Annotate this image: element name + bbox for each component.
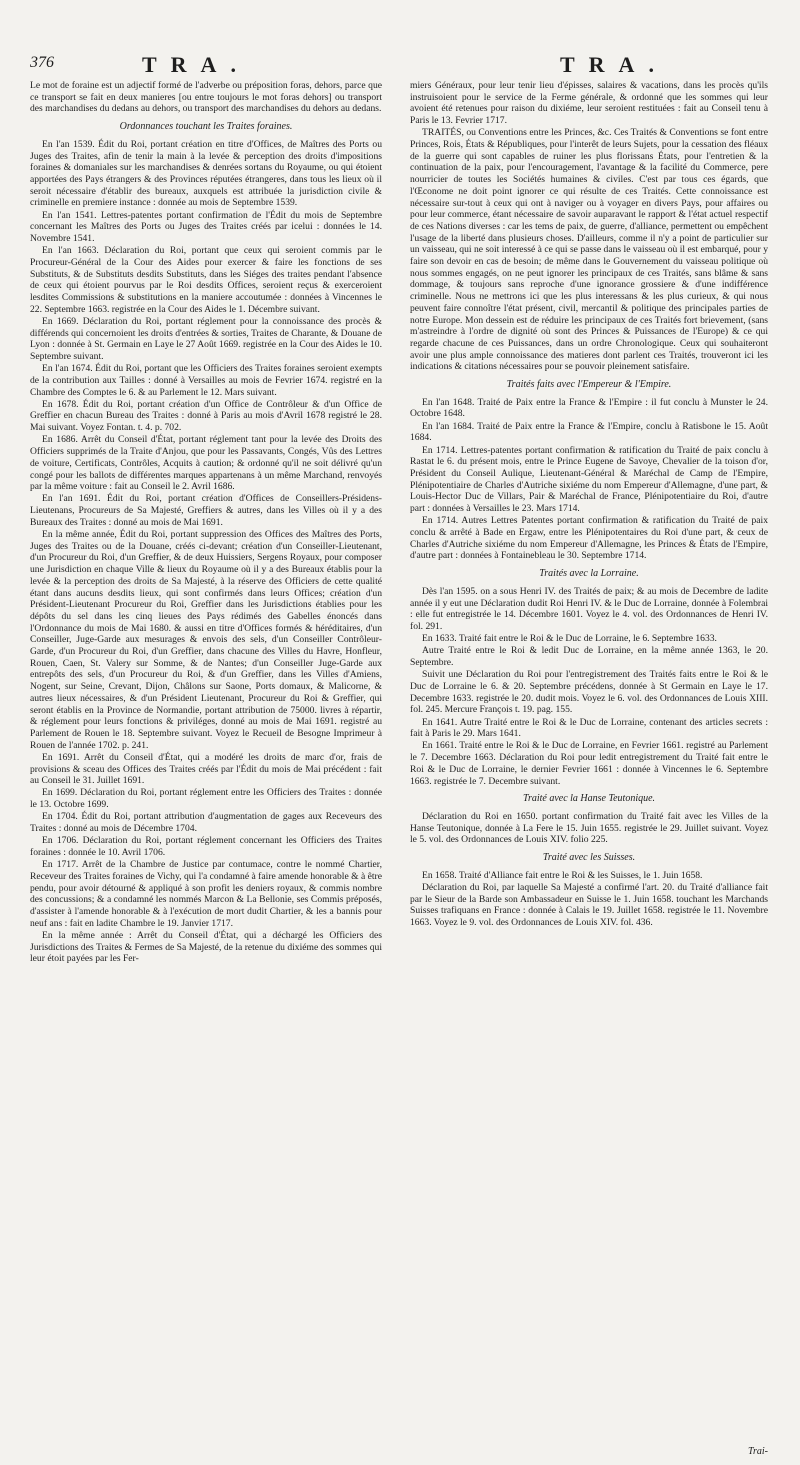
- section-heading: Traité avec la Hanse Teutonique.: [522, 793, 656, 805]
- right-column: [410, 80, 768, 929]
- section-heading: Traité avec les Suisses.: [542, 852, 636, 864]
- paragraph: En 1714. Lettres-patentes portant confirmation & ratification du Traité de paix conclu à Rastat le 6. du présent mois, entre le Prince Eugene de Savoye, Chevalier de la toison d'or, Président du Conseil Aulique, Lieutenant-Général & Maréchal de Camp de l'Empire, Plénipotentiaire de Charles d'Autriche sixiéme du nom Empereur d'Allemagne, d'une part, & Louis-Hector Duc de Villars, Pair & Maréchal de France, Plénipotentiaire du Roi, d'autre part : données à Versailles le 23. Mars 1714.: [410, 444, 768, 515]
- paragraph: En 1706. Déclaration du Roi, portant réglement concernant les Officiers des Traites foraines : donnée le 10. Avril 1706.: [30, 835, 382, 858]
- paragraph: En la même année : Arrêt du Conseil d'État, qui a déchargé les Officiers des Jurisdictions des Traites & Fermes de Sa Majesté, de la retenue du dixiéme des sommes qui leur étoit payées par les Fer-: [30, 929, 382, 965]
- paragraph: Le mot de foraine est un adjectif formé de l'adverbe ou préposition foras, dehors, parce que ce transport se fait en deux manieres [ou entre toujours le mot foras dehors] ou transport des marchandises du dedans au dehors, ou transport des marchandises du dehors au dedans.: [30, 80, 382, 115]
- paragraph: miers Généraux, pour leur tenir lieu d'épisses, salaires & vacations, dans les procès qu'ils instruisoient pour le service de la Ferme générale, & ordonné que les sommes qui leur avoient été retenues pour raison du dixiéme, leur seroient restituées : fait au Conseil tenu à Paris le 13. Fevrier 1717.: [410, 80, 768, 127]
- paragraph: En 1699. Déclaration du Roi, portant réglement entre les Officiers des Traites : donnée le 13. Octobre 1699.: [30, 787, 382, 811]
- paragraph: En l'an 1539. Édit du Roi, portant création en titre d'Offices, de Maîtres des Ports ou Juges des Traites, afin de tenir la main à la levée & perception des droits d'impositions foraines & domaniales sur les marchandises & denrées sortans du Royaume, ou qui étoient apportées des Pays étrangers & des Provinces réputées étrangeres, dans tous les lieux où il seroit nécessaire d'établir des bureaux, auxquels est attribuée la jurisdiction civile & criminelle en premiere instance : donnée au mois de Septembre 1539.: [30, 138, 382, 209]
- section-heading: Ordonnances touchant les Traites foraines.: [119, 121, 293, 133]
- page-number: 376: [30, 54, 54, 71]
- paragraph: TRAITÉS, ou Conventions entre les Princes, &c. Ces Traités & Conventions se font entre Princes, Rois, États & Républiques, pour l'interêt de leurs Sujets, pour la cessation des fléaux de la guerre qui sont capables de ruiner les plus florissans États, pour l'entretien & la continuation de la paix, pour l'encouragement, l'avantage & la facilité du Commerce, pere nourricier de toutes les Sociétés humaines & civiles. C'est par tous ces égards, que l'Œconome ne doit point ignorer ce qui résulte de ces Traités. Cette connoissance est nécessaire sur-tout à ceux qui ont à naviger ou à voyager en divers Pays, pour affaires ou pour leur commerce, étant nécessaire de savoir auparavant le rapport & l'état actuel respectif de ces Nations diverses : car les tems de paix, de guerre, d'alliance, permettent ou empêchent l'usage de la liberté dans plusieurs choses. D'ailleurs, comme il n'y a point de particulier sur un vaisseau, qui ne soit interessé à ce qui se passe dans le vaisseau où il est embarqué, pour y faire son devoir en cas de besoin; de même dans le Gouvernement du vaisseau politique où nous sommes engagés, on ne peut ignorer les principaux de ces Traités, sans blâme & sans dommage, & toujours sans reproche d'une ignorance grossiere & d'une indifférence criminelle. Nous ne mettrons ici que les plus interessans & les plus curieux, & qui nous peuvent faire connoître l'état présent, civil, mercantil & politique des principales parties de notre Europe. Mon dessein est de réduire les principaux de ces Traités fort brievement, (sans m'astreindre à l'ordre de dignité où sont des Princes & Puissances de l'Europe) & ce qui regarde chacune de ces Puissances, dans un ordre Chronologique. Ceux qui souhaiteront avoir une plus ample connoissance des matieres dont parlent ces Traités, trouveront ici les indications & citations nécessaires pour se pouvoir pleinement satisfaire.: [410, 127, 768, 373]
- paragraph: En 1641. Autre Traité entre le Roi & le Duc de Lorraine, contenant des articles secrets : fait à Paris le 29. Mars 1641.: [410, 716, 768, 740]
- paragraph: En 1669. Déclaration du Roi, portant réglement pour la connoissance des procès & différends qui concernoient les droits d'entrées & sorties, Traites de Charante, & Douane de Lyon : donnée à St. Germain en Laye le 27 Août 1669. registrée en la Cour des Aides le 10. Septembre suivant.: [30, 315, 382, 362]
- paragraph: En la même année, Édit du Roi, portant suppression des Offices des Maîtres des Ports, Juges des Traites ou de la Douane, créés ci-devant; création d'un Conseiller-Lieutenant, d'un Procureur du Roi, d'un Greffier, & de deux Huissiers, Sergens Royaux, pour composer une Jurisdiction en chaque Ville & lieux du Royaume où il y a des Bureaux établis pour la levée & la perception des droits de Sa Majesté, à la réserve des Officiers de cette qualité étant dans aucuns desdits lieux, qui sont confirmés dans leurs Offices; création d'un Président-Lieutenant Procureur du Roi, Greffier dans les Jurisdictions établies pour les dépôts du sel dans les cinq lieues des Pays rédimés des Gabelles énoncés dans l'Ordonnance du mois de Mai 1680. & aussi en titre d'Offices formés & héréditaires, d'un Conseiller, Juge-Garde aux mesurages & envois des sels, d'un Conseiller Contrôleur-Garde, d'un Procureur du Roi, d'un Greffier, dans chacune des Villes du Havre, Honfleur, Rouen, Caen, St. Valery sur Somme, & de Nantes; d'un Conseiller Juge-Garde aux entrepôts des sels, d'un Procureur du Roi, & d'un Greffier, dans les Villes d'Amiens, Nogent, sur Seine, Crevant, Dijon, Châlons sur Saone, Ports domaux, & Malicorne, & autres lieux nécessaires, & d'un Président Lieutenant, Procureur du Roi & Greffier, qui seront établis en la Province de Normandie, portant attribution de 75000. livres à répartir, & réglement pour leurs fonctions & priviléges, donné au mois de Mai 1691. registré au Parlement de Rouen le 18. Septembre suivant. Voyez le Recueil de Besogne Imprimeur à Rouen de l'année 1702. p. 241.: [30, 529, 382, 751]
- section-heading: Traités faits avec l'Empereur & l'Empire.: [506, 379, 672, 391]
- paragraph: En 1717. Arrêt de la Chambre de Justice par contumace, contre le nommé Chartier, Receveur des Traites foraines de Vichy, qui l'a condamné à faire amende honorable & à être pendu, pour avoir détourné & appliqué à son profit les deniers royaux, & commis nombre des concussions; & a condamné les nommés Marcon & La Bellonie, ses Commis préposés, d'assister à l'amende honorable & à l'exécution de mort dudit Chartier, & les a bannis pour neuf ans : fait en ladite Chambre le 19. Janvier 1717.: [30, 859, 382, 929]
- paragraph: En 1686. Arrêt du Conseil d'État, portant réglement tant pour la levée des Droits des Officiers supprimés de la Traite d'Anjou, que pour les Passavants, Congés, Vûs des Lettres de voiture, Certificats, Contrôles, Acquits à caution; & ordonné qu'il ne soit délivré qu'un congé pour les ballots de différentes marques appartenans à un même Marchand, renvoyés par la même voiture : fait au Conseil le 2. Avril 1686.: [30, 434, 382, 493]
- paragraph: En 1678. Édit du Roi, portant création d'un Office de Contrôleur & d'un Office de Greffier en chacun Bureau des Traites : donné à Paris au mois d'Avril 1678 registré le 28. Mai suivant. Voyez Fontan. t. 4. p. 702.: [30, 398, 382, 434]
- paragraph: En l'an 1648. Traité de Paix entre la France & l'Empire : il fut conclu à Munster le 24. Octobre 1648.: [410, 396, 768, 420]
- paragraph: En 1661. Traité entre le Roi & le Duc de Lorraine, en Fevrier 1661. registré au Parlement le 7. Decembre 1663. Déclaration du Roi pour ledit entregistrement du Traité fait entre le Roi & le Duc de Lorraine, le dernier Fevrier 1661 : donnée à Vincennes le 6. Septembre 1663. registrée le 7. Decembre suivant.: [410, 740, 768, 787]
- paragraph: Autre Traité entre le Roi & ledit Duc de Lorraine, en la même année 1363, le 20. Septembre.: [410, 645, 768, 669]
- paragraph: En 1691. Arrêt du Conseil d'État, qui a modéré les droits de marc d'or, frais de provisions & sceau des Offices des Traites créés par l'Édit du mois de Mai précédent : fait au Conseil le 31. Juillet 1691.: [30, 751, 382, 787]
- paragraph: En l'an 1691. Édit du Roi, portant création d'Offices de Conseillers-Présidens-Lieutenans, Procureurs de Sa Majesté, Greffiers & autres, dans les Villes où il y a des Bureaux des Traites : donné au mois de Mai 1691.: [30, 493, 382, 528]
- paragraph: Déclaration du Roi, par laquelle Sa Majesté a confirmé l'art. 20. du Traité d'alliance fait par le Sieur de la Barde son Ambassadeur en Suisse le 1. Juin 1658. touchant les Marchands Suisses trafiquans en France : donnée à Calais le 19. Juillet 1658. registrée le 11. Novembre 1663. Voyez le 9. vol. des Ordonnances de Louis XIV. fol. 436.: [410, 882, 768, 929]
- running-head-right: TRA.: [560, 52, 668, 77]
- page-header: [30, 52, 775, 82]
- paragraph: En l'an 1674. Édit du Roi, portant que les Officiers des Traites foraines seroient exempts de la contribution aux Tailles : donné à Versailles au mois de Fevrier 1674. registré en la Chambre des Comptes le 6. & au Parlement le 12. Mars suivant.: [30, 363, 382, 398]
- paragraph: En l'an 1684. Traité de Paix entre la France & l'Empire, conclu à Ratisbone le 15. Août 1684.: [410, 420, 768, 444]
- paragraph: Déclaration du Roi en 1650. portant confirmation du Traité fait avec les Villes de la Hanse Teutonique, donnée à La Fere le 15. Juin 1655. registrée le 29. Juillet suivant. Voyez le 5. vol. des Ordonnances de Louis XIV. folio 225.: [410, 810, 768, 846]
- paragraph: En l'an 1541. Lettres-patentes portant confirmation de l'Édit du mois de Septembre concernant les Maîtres des Ports ou Juges des Traites créés par icelui : données le 14. Novembre 1541.: [30, 209, 382, 244]
- paragraph: En l'an 1663. Déclaration du Roi, portant que ceux qui seroient commis par le Procureur-Général de la Cour des Aides pour exercer & faire les fonctions de ses Substituts, & de Substituts desdits Substituts, dans les Siéges des traites pendant l'absence de ceux qui étoient pourvus par le Roi desdits Offices, seroient reçus & exerceroient lesdites Commissions & substitutions en la maniere accoutumée : données à Vincennes le 22. Septembre 1663. registrée en la Cour des Aides le 1. Décembre suivant.: [30, 245, 382, 315]
- paragraph: En 1704. Édit du Roi, portant attribution d'augmentation de gages aux Receveurs des Traites : donné au mois de Décembre 1704.: [30, 811, 382, 835]
- paragraph: Suivit une Déclaration du Roi pour l'entregistrement des Traités faits entre le Roi & le Duc de Lorraine le 6. & 20. Septembre précédens, donnée à St Germain en Laye le 17. Decembre 1633. registrée le 20. dudit mois. Voyez le 6. vol. des Ordonnances de Louis XIII. fol. 245. Mercure François t. 19. pag. 155.: [410, 669, 768, 716]
- section-heading: Traités avec la Lorraine.: [539, 568, 639, 580]
- paragraph: En 1658. Traité d'Alliance fait entre le Roi & les Suisses, le 1. Juin 1658.: [422, 869, 703, 881]
- paragraph: En 1714. Autres Lettres Patentes portant confirmation & ratification du Traité de paix conclu & arrêté à Bade en Ergaw, entre les Plénipotentaires du Roi d'une part, & ceux de Charles d'Autriche sixiéme du nom Empereur d'Allemagne, les Princes & États de l'Empire, d'autre part : données à Fontainebleau le 30. Septembre 1714.: [410, 515, 768, 562]
- left-column: [30, 80, 382, 966]
- paragraph: Dès l'an 1595. on a sous Henri IV. des Traités de paix; & au mois de Decembre de ladite année il y eut une Déclaration dudit Roi Henri IV. & le Duc de Lorraine, donnée à Folembrai : elle fut entregistrée le 14. Décembre 1601. Voyez le 4. vol. des Ordonnances de Henri IV. fol. 291.: [410, 585, 768, 632]
- paragraph: En 1633. Traité fait entre le Roi & le Duc de Lorraine, le 6. Septembre 1633.: [422, 633, 717, 645]
- running-head-left: TRA.: [142, 52, 250, 77]
- catchword: Trai-: [747, 1446, 768, 1457]
